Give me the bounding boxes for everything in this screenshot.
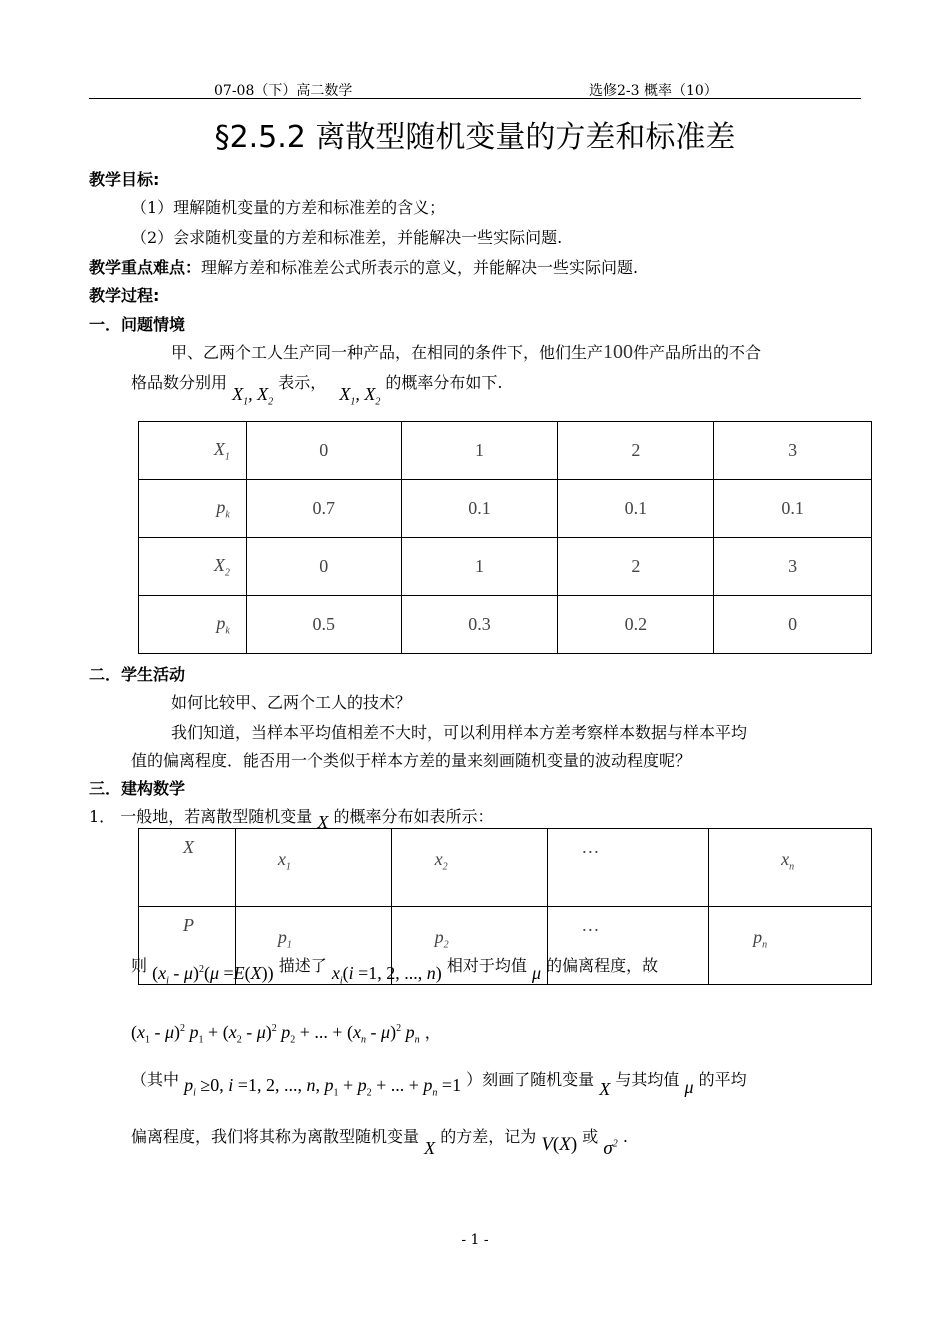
header-rule [89, 98, 861, 99]
page-number: - 1 - [461, 1232, 489, 1248]
section3-item1 [89, 804, 494, 832]
text-paren-open: （其中 [131, 1070, 180, 1089]
section1-line2 [131, 370, 503, 408]
table-cell: 0 [714, 596, 872, 654]
variance-sum-math: $(x_1 - \mu)^2$ $p_1 + (x_2 - \mu)^2$ $p_2$ + ... + $(x_n - \mu)^2$ $p_n$ [131, 1022, 420, 1046]
table-cell: 3 [714, 538, 872, 596]
table-cell: … [548, 907, 709, 985]
section2-p2b: 值的偏离程度．能否用一个类似于样本方差的量来刻画随机变量的波动程度呢？ [131, 751, 692, 770]
table-cell: 0.5 [246, 596, 401, 654]
section1-line1 [171, 340, 761, 364]
s1-line2-a: 格品数分别用 [131, 373, 228, 392]
section2-p1: 如何比较甲、乙两个工人的技术？ [171, 693, 412, 712]
table-cell: $x_2$ [391, 829, 548, 907]
mu-symbol: μ [532, 963, 542, 983]
s1-line2-b: 表示， [278, 373, 327, 392]
item1-text-a: 一般地，若离散型随机变量 [120, 807, 313, 826]
table-cell: 0.1 [558, 480, 714, 538]
goal-item-2: （2）会求随机变量的方差和标准差，并能解决一些实际问题. [131, 228, 563, 247]
table-cell: 3 [714, 422, 872, 480]
item1-number: 1． [89, 807, 116, 826]
table-cell: $p_2$ [391, 907, 548, 985]
row-label: $p_k$ [139, 596, 247, 654]
process-heading: 教学过程: [89, 286, 160, 305]
var-x: X [317, 812, 329, 832]
text-relative: 相对于均值 [446, 956, 527, 975]
row-label: $p_k$ [139, 480, 247, 538]
table-row [139, 829, 872, 907]
sigma-squared-math: $\sigma^2$ [603, 1138, 618, 1159]
s1-number: 100 [603, 341, 634, 363]
table-cell: 0.1 [401, 480, 558, 538]
mu-symbol: μ [684, 1077, 694, 1097]
row-label: $X_1$ [139, 422, 247, 480]
text-or: 或 [582, 1127, 599, 1146]
formula-line-1 [131, 953, 659, 987]
table-cell: 0.1 [714, 480, 872, 538]
s1-line2-c: 的概率分布如下. [385, 373, 503, 392]
table-row [139, 480, 872, 538]
text-average: 的平均 [698, 1070, 747, 1089]
text-and-mean: 与其均值 [615, 1070, 680, 1089]
row-label: P [139, 907, 236, 985]
goals-heading: 教学目标: [89, 170, 160, 189]
page-title: §2.5.2 离散型随机变量的方差和标准差 [214, 120, 736, 155]
s1-text-a: 甲、乙两个工人生产同一种产品，在相同的条件下，他们生产 [171, 343, 604, 362]
text-deviation: 的偏离程度，故 [546, 956, 659, 975]
text-describes: 描述了 [278, 956, 327, 975]
section1-heading: 一．问题情境 [89, 315, 186, 334]
x1-x2-math-b: $X_1$, $X_2$ [339, 384, 381, 408]
table-row [139, 596, 872, 654]
table-cell: 1 [401, 422, 558, 480]
probability-table-1 [138, 421, 872, 654]
header-left: 07-08（下）高二数学 [214, 83, 353, 99]
s1-text-b: 件产品所出的不合 [633, 343, 762, 362]
x1-x2-math-a: $X_1$, $X_2$ [232, 384, 274, 408]
table-cell: 0 [246, 422, 401, 480]
text-comma: ， [424, 1023, 441, 1042]
key-points-text: 理解方差和标准差公式所表示的意义，并能解决一些实际问题. [201, 258, 639, 277]
row-label: $X_2$ [139, 538, 247, 596]
formula-line-2 [131, 1020, 441, 1046]
text-paren-close: ）刻画了随机变量 [466, 1070, 595, 1089]
table-cell: 2 [558, 538, 714, 596]
table-row [139, 422, 872, 480]
table-cell: 1 [401, 538, 558, 596]
section2-heading: 二．学生活动 [89, 665, 186, 684]
var-x: X [424, 1138, 436, 1158]
table-cell: $x_n$ [709, 829, 872, 907]
table-cell: … [548, 829, 709, 907]
table-cell: 0 [246, 538, 401, 596]
table-cell: $p_n$ [709, 907, 872, 985]
text-period: . [622, 1127, 628, 1146]
section3-heading: 三．建构数学 [89, 779, 186, 798]
table-cell: 0.2 [558, 596, 714, 654]
text-last-b: 的方差，记为 [440, 1127, 537, 1146]
text-last-a: 偏离程度，我们将其称为离散型随机变量 [131, 1127, 420, 1146]
text-then: 则 [131, 956, 148, 975]
table-cell: 0.3 [401, 596, 558, 654]
table-cell: $x_1$ [235, 829, 391, 907]
row-label: X [139, 829, 236, 907]
item1-text-b: 的概率分布如表所示： [333, 807, 494, 826]
header-right: 选修2-3 概率（10） [589, 83, 718, 99]
var-x: X [599, 1079, 611, 1099]
table-cell: 0.7 [246, 480, 401, 538]
xi-range-math: $x_i(i =1$, 2, ..., n) [331, 963, 442, 987]
constraint-math: $p_i \ge 0$, i =1, 2, ..., n, $p_1 + p_2$ + ... + $p_n =1$ [184, 1075, 462, 1099]
table-cell: 2 [558, 422, 714, 480]
deviation-term-math: $(x_i - \mu)^2(\mu =E(X))$ [152, 963, 274, 987]
variance-symbol-math: V(X) [541, 1134, 578, 1155]
table-row [139, 538, 872, 596]
section2-p2a: 我们知道，当样本平均值相差不大时，可以利用样本方差考察样本数据与样本平均 [171, 723, 748, 742]
table-cell: $p_1$ [235, 907, 391, 985]
key-points-heading: 教学重点难点： [89, 258, 202, 277]
goal-item-1: （1）理解随机变量的方差和标准差的含义； [131, 198, 446, 217]
key-points [89, 255, 638, 278]
formula-line-4 [131, 1124, 628, 1159]
formula-line-3 [131, 1067, 747, 1099]
